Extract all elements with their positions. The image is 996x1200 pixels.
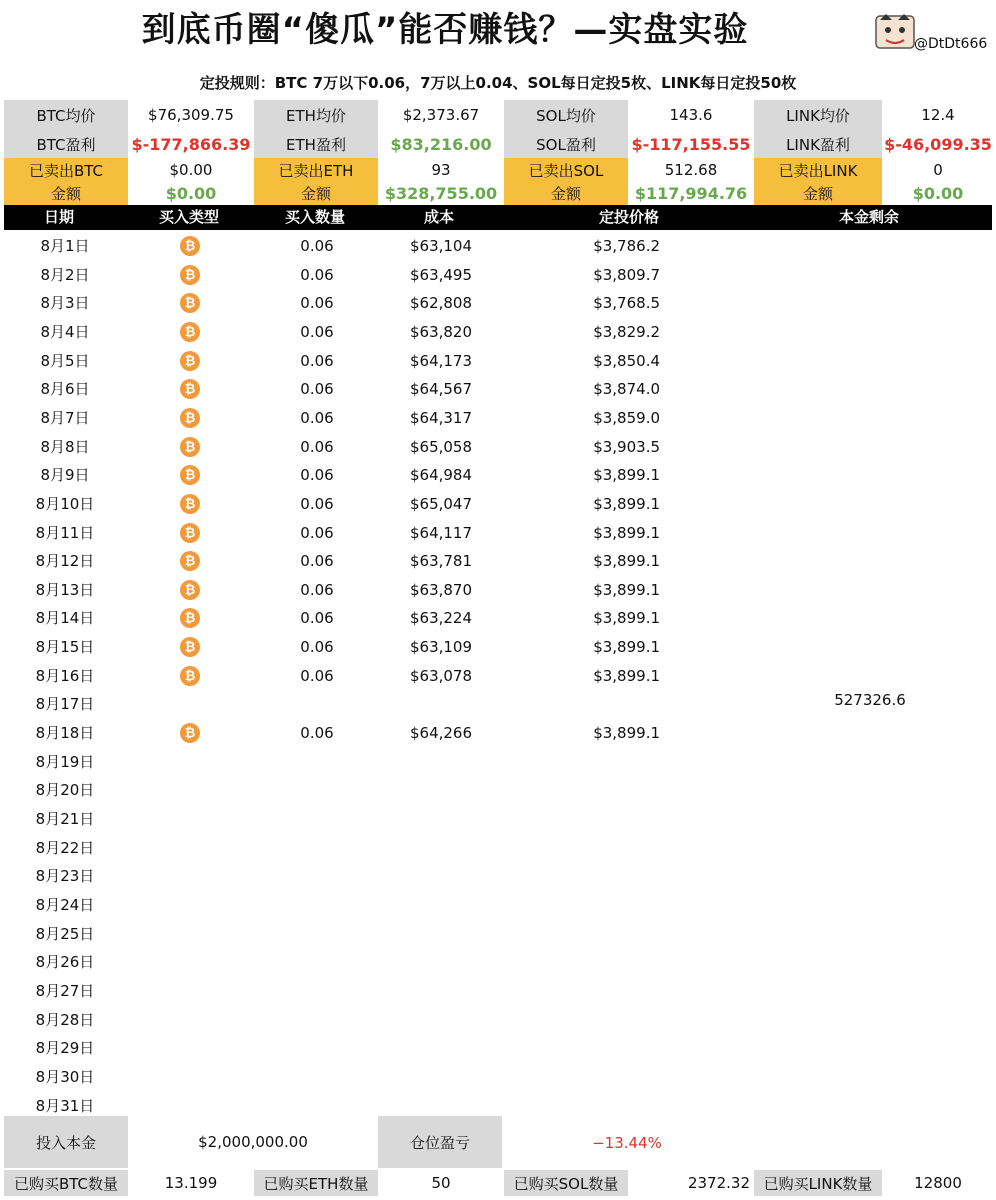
- bitcoin-icon: [180, 523, 200, 543]
- row-date: 8月7日: [40, 409, 90, 427]
- bitcoin-glyph: ₿: [184, 295, 196, 311]
- row-date: 8月23日: [35, 867, 95, 885]
- row-price: $3,899.1: [593, 495, 660, 513]
- row-date: 8月8日: [40, 438, 90, 456]
- col-buy-qty: 买入数量: [284, 208, 345, 226]
- btc-sold-amount-label: 金额: [4, 182, 128, 205]
- row-date: 8月17日: [35, 695, 95, 713]
- bitcoin-glyph: ₿: [184, 353, 196, 369]
- link-pl-value: $-46,099.35: [884, 134, 992, 154]
- bitcoin-icon: [180, 608, 200, 628]
- link-avg-label: LINK均价: [754, 100, 882, 130]
- row-price: $3,899.1: [593, 552, 660, 570]
- link-bought-label: 已购买LINK数量: [754, 1170, 882, 1196]
- author-handle: @DtDt666: [914, 36, 988, 52]
- row-cost: $63,495: [409, 266, 473, 284]
- bitcoin-glyph: ₿: [184, 267, 196, 283]
- row-price: $3,768.5: [593, 294, 660, 312]
- btc-pl-value: $-177,866.39: [131, 134, 251, 154]
- row-qty: 0.06: [300, 352, 334, 370]
- row-cost: $64,266: [409, 724, 473, 742]
- row-remaining: 527326.6: [834, 691, 906, 709]
- row-cost: $63,820: [409, 323, 473, 341]
- eth-pl-label: ETH盈利: [254, 130, 378, 158]
- bitcoin-icon: [180, 437, 200, 457]
- row-date: 8月2日: [40, 266, 90, 284]
- row-qty: 0.06: [300, 237, 334, 255]
- col-remaining: 本金剩余: [838, 208, 899, 226]
- btc-pl-label: BTC盈利: [4, 130, 128, 158]
- bitcoin-icon: [180, 322, 200, 342]
- sol-avg-value: 143.6: [669, 106, 713, 124]
- link-bought-value: 12800: [914, 1174, 962, 1192]
- bitcoin-icon: [180, 351, 200, 371]
- bitcoin-icon: [180, 379, 200, 399]
- bitcoin-glyph: ₿: [184, 553, 196, 569]
- link-sold-amount: $0.00: [912, 184, 964, 203]
- row-price: $3,859.0: [593, 409, 660, 427]
- row-price: $3,899.1: [593, 638, 660, 656]
- link-avg-value: 12.4: [921, 106, 955, 124]
- row-cost: $64,567: [409, 380, 473, 398]
- sol-pl-value: $-117,155.55: [631, 134, 751, 154]
- eth-sold-label: 已卖出ETH: [254, 158, 378, 182]
- btc-bought-label: 已购买BTC数量: [4, 1170, 128, 1196]
- row-price: $3,874.0: [593, 380, 660, 398]
- row-date: 8月25日: [35, 925, 95, 943]
- row-date: 8月21日: [35, 810, 95, 828]
- row-price: $3,899.1: [593, 581, 660, 599]
- btc-bought-value: 13.199: [164, 1174, 218, 1192]
- row-qty: 0.06: [300, 266, 334, 284]
- row-date: 8月20日: [35, 781, 95, 799]
- row-date: 8月13日: [35, 581, 95, 599]
- row-date: 8月28日: [35, 1011, 95, 1029]
- row-date: 8月19日: [35, 753, 95, 771]
- btc-sold-qty: $0.00: [169, 161, 213, 179]
- eth-bought-value: 50: [431, 1174, 451, 1192]
- bitcoin-icon: [180, 494, 200, 514]
- investment-rules: 定投规则：BTC 7万以下0.06，7万以上0.04、SOL每日定投5枚、LINK每日定投50枚: [199, 74, 797, 92]
- row-date: 8月18日: [35, 724, 95, 742]
- bitcoin-icon: [180, 580, 200, 600]
- row-cost: $63,109: [409, 638, 473, 656]
- row-cost: $64,117: [409, 524, 473, 542]
- principal-label: 投入本金: [4, 1116, 128, 1168]
- bitcoin-icon: [180, 265, 200, 285]
- bitcoin-glyph: ₿: [184, 439, 196, 455]
- row-price: $3,899.1: [593, 667, 660, 685]
- bitcoin-glyph: ₿: [184, 381, 196, 397]
- row-cost: $63,104: [409, 237, 473, 255]
- row-qty: 0.06: [300, 724, 334, 742]
- bitcoin-glyph: ₿: [184, 610, 196, 626]
- bitcoin-glyph: ₿: [184, 525, 196, 541]
- row-cost: $65,058: [409, 438, 473, 456]
- row-date: 8月29日: [35, 1039, 95, 1057]
- eth-sold-amount-label: 金额: [254, 182, 378, 205]
- col-cost: 成本: [423, 208, 454, 226]
- row-date: 8月16日: [35, 667, 95, 685]
- link-sold-qty: 0: [933, 161, 943, 179]
- col-date: 日期: [43, 208, 74, 226]
- bitcoin-glyph: ₿: [184, 467, 196, 483]
- bitcoin-glyph: ₿: [184, 668, 196, 684]
- row-date: 8月11日: [35, 524, 95, 542]
- row-date: 8月1日: [40, 237, 90, 255]
- row-cost: $64,317: [409, 409, 473, 427]
- col-buy-type: 买入类型: [158, 208, 219, 226]
- row-date: 8月9日: [40, 466, 90, 484]
- row-date: 8月24日: [35, 896, 95, 914]
- sol-bought-label: 已购买SOL数量: [504, 1170, 628, 1196]
- row-qty: 0.06: [300, 323, 334, 341]
- sol-sold-label: 已卖出SOL: [504, 158, 628, 182]
- sol-bought-value: 2372.32: [687, 1174, 750, 1192]
- row-price: $3,899.1: [593, 609, 660, 627]
- row-price: $3,786.2: [593, 237, 660, 255]
- sol-pl-label: SOL盈利: [504, 130, 628, 158]
- eth-bought-label: 已购买ETH数量: [254, 1170, 378, 1196]
- bitcoin-icon: [180, 293, 200, 313]
- row-price: $3,850.4: [593, 352, 660, 370]
- row-date: 8月31日: [35, 1097, 95, 1115]
- principal-value: $2,000,000.00: [198, 1133, 308, 1151]
- row-qty: 0.06: [300, 552, 334, 570]
- row-price: $3,829.2: [593, 323, 660, 341]
- row-qty: 0.06: [300, 380, 334, 398]
- row-cost: $64,173: [409, 352, 473, 370]
- eth-sold-qty: 93: [431, 161, 451, 179]
- row-date: 8月4日: [40, 323, 90, 341]
- sol-avg-label: SOL均价: [504, 100, 628, 130]
- bitcoin-glyph: ₿: [184, 639, 196, 655]
- eth-pl-value: $83,216.00: [390, 134, 492, 154]
- row-qty: 0.06: [300, 438, 334, 456]
- row-date: 8月27日: [35, 982, 95, 1000]
- row-qty: 0.06: [300, 466, 334, 484]
- bitcoin-icon: [180, 465, 200, 485]
- row-date: 8月30日: [35, 1068, 95, 1086]
- row-price: $3,899.1: [593, 466, 660, 484]
- row-qty: 0.06: [300, 495, 334, 513]
- row-date: 8月5日: [40, 352, 90, 370]
- eth-avg-value: $2,373.67: [402, 106, 480, 124]
- row-date: 8月26日: [35, 953, 95, 971]
- btc-sold-label: 已卖出BTC: [4, 158, 128, 182]
- bitcoin-glyph: ₿: [184, 496, 196, 512]
- bitcoin-icon: [180, 723, 200, 743]
- link-sold-label: 已卖出LINK: [754, 158, 882, 182]
- row-date: 8月3日: [40, 294, 90, 312]
- row-qty: 0.06: [300, 294, 334, 312]
- row-cost: $63,870: [409, 581, 473, 599]
- row-qty: 0.06: [300, 409, 334, 427]
- row-price: $3,899.1: [593, 524, 660, 542]
- bitcoin-glyph: ₿: [184, 238, 196, 254]
- btc-avg-value: $76,309.75: [148, 106, 234, 124]
- bitcoin-glyph: ₿: [184, 410, 196, 426]
- btc-avg-label: BTC均价: [4, 100, 128, 130]
- table-header: [4, 205, 992, 230]
- row-date: 8月10日: [35, 495, 95, 513]
- bitcoin-icon: [180, 637, 200, 657]
- col-dca-price: 定投价格: [598, 208, 659, 226]
- row-cost: $63,781: [409, 552, 473, 570]
- page-title: 到底币圈“傻瓜”能否赚钱？—实盘实验: [141, 10, 749, 50]
- sol-sold-amount: $117,994.76: [634, 184, 748, 203]
- bitcoin-icon: [180, 236, 200, 256]
- row-cost: $65,047: [409, 495, 473, 513]
- position-pnl-value: −13.44%: [592, 1134, 662, 1152]
- row-qty: 0.06: [300, 609, 334, 627]
- row-qty: 0.06: [300, 667, 334, 685]
- link-pl-label: LINK盈利: [754, 130, 882, 158]
- bitcoin-glyph: ₿: [184, 582, 196, 598]
- row-cost: $64,984: [409, 466, 473, 484]
- bitcoin-icon: [180, 408, 200, 428]
- row-price: $3,809.7: [593, 266, 660, 284]
- row-qty: 0.06: [300, 638, 334, 656]
- row-date: 8月14日: [35, 609, 95, 627]
- row-date: 8月6日: [40, 380, 90, 398]
- row-price: $3,903.5: [593, 438, 660, 456]
- eth-avg-label: ETH均价: [254, 100, 378, 130]
- bitcoin-glyph: ₿: [184, 725, 196, 741]
- row-cost: $63,224: [409, 609, 473, 627]
- row-price: $3,899.1: [593, 724, 660, 742]
- row-date: 8月12日: [35, 552, 95, 570]
- row-date: 8月15日: [35, 638, 95, 656]
- sol-sold-amount-label: 金额: [504, 182, 628, 205]
- avatar: [872, 12, 918, 52]
- row-qty: 0.06: [300, 581, 334, 599]
- bitcoin-icon: [180, 551, 200, 571]
- eth-sold-amount: $328,755.00: [384, 184, 498, 203]
- btc-sold-amount: $0.00: [165, 184, 217, 203]
- link-sold-amount-label: 金额: [754, 182, 882, 205]
- pnl-label: 仓位盈亏: [378, 1116, 502, 1168]
- bitcoin-glyph: ₿: [184, 324, 196, 340]
- row-cost: $63,078: [409, 667, 473, 685]
- row-qty: 0.06: [300, 524, 334, 542]
- bitcoin-icon: [180, 666, 200, 686]
- sol-sold-qty: 512.68: [664, 161, 718, 179]
- row-cost: $62,808: [409, 294, 473, 312]
- row-date: 8月22日: [35, 839, 95, 857]
